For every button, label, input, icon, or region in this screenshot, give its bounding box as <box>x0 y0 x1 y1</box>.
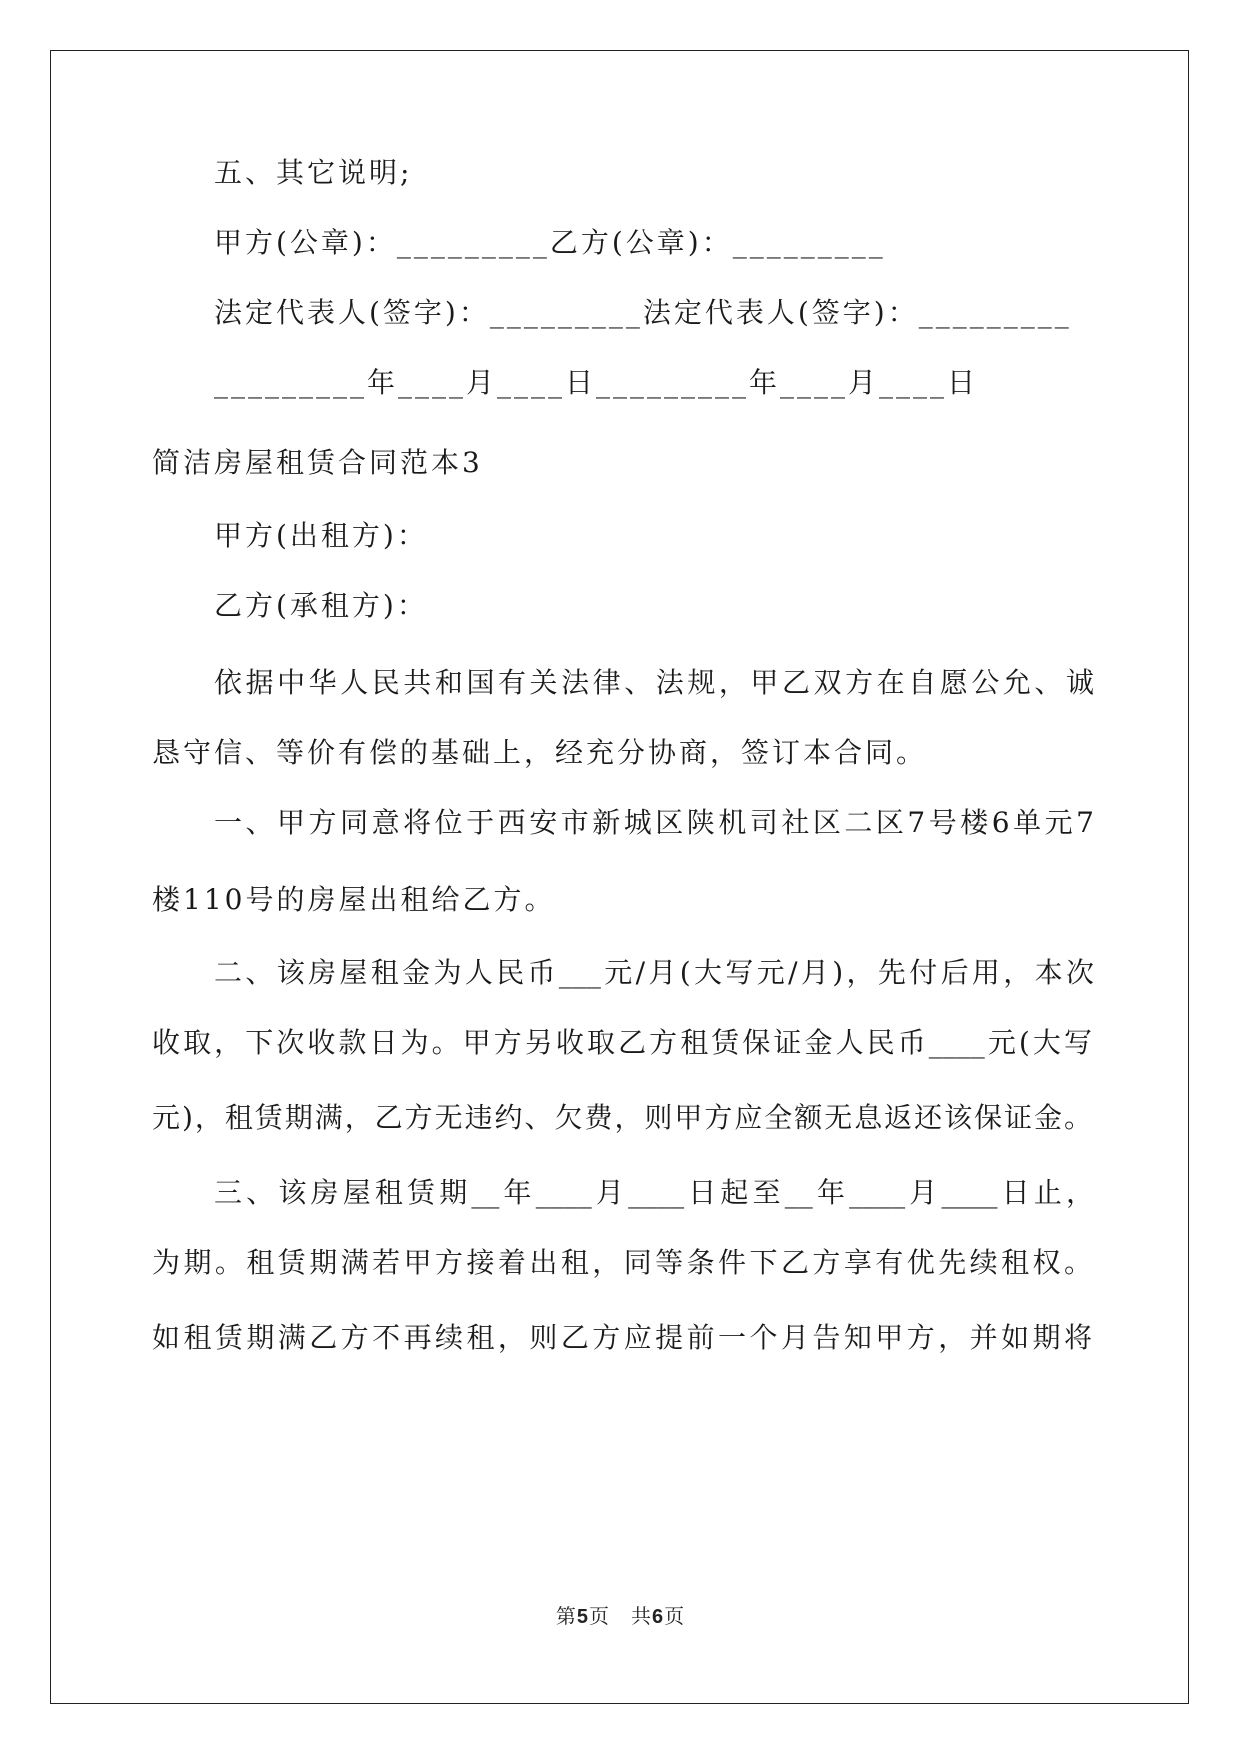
representative-signature-line: 法定代表人(签字)：_________法定代表人(签字)：_________ <box>214 296 1072 329</box>
clause-two-line-2: 收取，下次收款日为。甲方另收取乙方租赁保证金人民币____元(大写 <box>152 1026 1092 1059</box>
party-b-line: 乙方(承租方)： <box>214 589 428 622</box>
clause-two-line-3: 元)，租赁期满，乙方无违约、欠费，则甲方应全额无息返还该保证金。 <box>152 1101 1092 1134</box>
section-five-heading: 五、其它说明; <box>214 156 413 189</box>
footer-suffix: 页 <box>664 1604 686 1628</box>
party-a-line: 甲方(出租方)： <box>214 519 428 552</box>
footer-total-pages: 6 <box>652 1606 665 1628</box>
page-footer <box>0 1600 1241 1629</box>
clause-one-line-2: 楼110号的房屋出租给乙方。 <box>152 883 556 916</box>
footer-current-page: 5 <box>576 1606 589 1628</box>
date-line: _________年____月____日_________年____月____日 <box>214 366 979 399</box>
clause-three-line-2: 为期。租赁期满若甲方接着出租，同等条件下乙方享有优先续租权。 <box>152 1246 1092 1279</box>
clause-three-line-1: 三、该房屋租赁期__年____月____日起至__年____月____日止， <box>214 1176 1094 1209</box>
footer-mid: 页 共 <box>589 1604 652 1628</box>
seal-line: 甲方(公章)：_________乙方(公章)：_________ <box>214 226 886 259</box>
preamble-line-1: 依据中华人民共和国有关法律、法规，甲乙双方在自愿公允、诚 <box>214 666 1094 699</box>
contract-title: 简洁房屋租赁合同范本3 <box>152 446 483 479</box>
clause-two-line-1: 二、该房屋租金为人民币___元/月(大写元/月)，先付后用，本次 <box>214 956 1094 989</box>
clause-one-line-1: 一、甲方同意将位于西安市新城区陕机司社区二区7号楼6单元7 <box>214 806 1094 839</box>
preamble-line-2: 恳守信、等价有偿的基础上，经充分协商，签订本合同。 <box>152 736 928 769</box>
clause-three-line-3: 如租赁期满乙方不再续租，则乙方应提前一个月告知甲方，并如期将 <box>152 1321 1092 1354</box>
footer-prefix: 第 <box>555 1604 577 1628</box>
